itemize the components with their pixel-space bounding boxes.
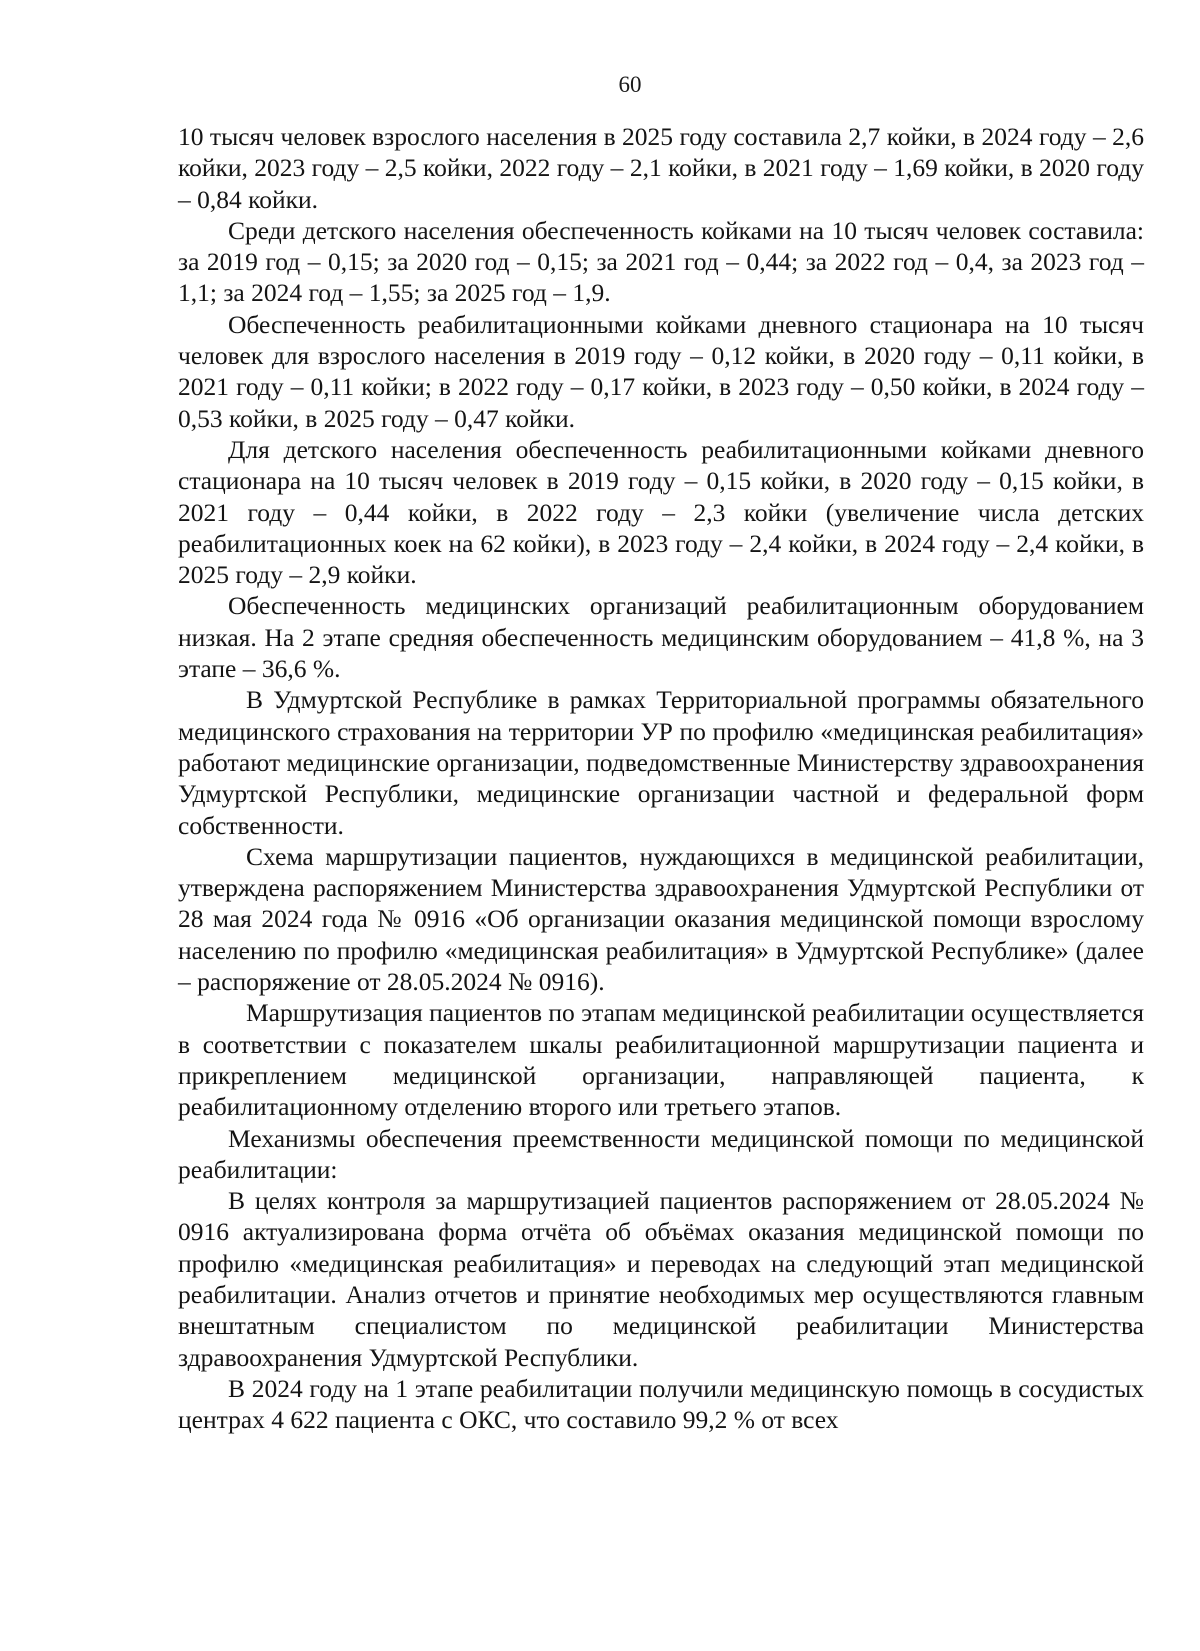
paragraph-routing-stages: Маршрутизация пациентов по этапам медицинской реабилитации осуществляется в соответствии с показателем шкалы реабилитационной маршрутизации пациента и прикреплением медицинской организации, направляющей пациента, к реабилитационному отделению второго или третьего этапов. — [178, 998, 1144, 1122]
paragraph-adult-beds-continuation: 10 тысяч человек взрослого населения в 2025 году составила 2,7 койки, в 2024 году – 2,6 койки, 2023 году – 2,5 койки, 2022 году – 2,1 койки, в 2021 году – 1,69 койки, в 2020 году – 0,84 койки. — [178, 122, 1144, 214]
paragraph-day-hospital-adult: Обеспеченность реабилитационными койками дневного стационара на 10 тысяч человек для взрослого населения в 2019 году – 0,12 койки, в 2020 году – 0,11 койки, в 2021 году – 0,11 койки; в 2022 году – 0,17 койки, в 2023 году – 0,50 койки, в 2024 году – 0,53 койки, в 2025 году – 0,47 койки. — [178, 309, 1144, 433]
paragraph-routing-scheme: Схема маршрутизации пациентов, нуждающихся в медицинской реабилитации, утверждена распоряжением Министерства здравоохранения Удмуртской Республики от 28 мая 2024 года № 0916 «Об организации оказания медицинской помощи взрослому населению по профилю «медицинская реабилитация» в Удмуртской Республике» (далее – распоряжение от 28.05.2024 № 0916). — [178, 841, 1144, 997]
paragraph-routing-control: В целях контроля за маршрутизацией пациентов распоряжением от 28.05.2024 № 0916 актуализирована форма отчёта об объёмах оказания медицинской помощи по профилю «медицинская реабилитация» и переводах на следующий этап медицинской реабилитации. Анализ отчетов и принятие необходимых мер осуществляются главным внештатным специалистом по медицинской реабилитации Министерства здравоохранения Удмуртской Республики. — [178, 1186, 1144, 1372]
paragraph-equipment: Обеспеченность медицинских организаций реабилитационным оборудованием низкая. На 2 этапе средняя обеспеченность медицинским оборудованием – 41,8 %, на 3 этапе – 36,6 %. — [178, 591, 1144, 684]
paragraph-child-beds: Среди детского населения обеспеченность койками на 10 тысяч человек составила: за 2019 год – 0,15; за 2020 год – 0,15; за 2021 год – 0,44; за 2022 год – 0,4, за 2023 год – 1,1; за 2024 год – 1,55; за 2025 год – 1,9. — [178, 215, 1144, 308]
paragraph-continuity-mechanisms: Механизмы обеспечения преемственности медицинской помощи по медицинской реабилитации: — [178, 1123, 1144, 1184]
document-body — [178, 121, 1144, 1435]
paragraph-territorial-program: В Удмуртской Республике в рамках Территориальной программы обязательного медицинского страхования на территории УР по профилю «медицинская реабилитация» работают медицинские организации, подведомственные Министерству здравоохранения Удмуртской Республики, медицинские организации частной и федеральной форм собственности. — [178, 685, 1144, 840]
paragraph-day-hospital-child: Для детского населения обеспеченность реабилитационными койками дневного стационара на 10 тысяч человек в 2019 году – 0,15 койки, в 2020 году – 0,15 койки, в 2021 году – 0,44 койки, в 2022 году – 2,3 койки (увеличение числа детских реабилитационных коек на 62 койки), в 2023 году – 2,4 койки, в 2024 году – 2,4 койки, в 2025 году – 2,9 койки. — [178, 434, 1144, 590]
paragraph-vascular-centers: В 2024 году на 1 этапе реабилитации получили медицинскую помощь в сосудистых центрах 4 622 пациента с ОКС, что составило 99,2 % от всех — [178, 1373, 1144, 1435]
page-number: 60 — [618, 72, 642, 97]
